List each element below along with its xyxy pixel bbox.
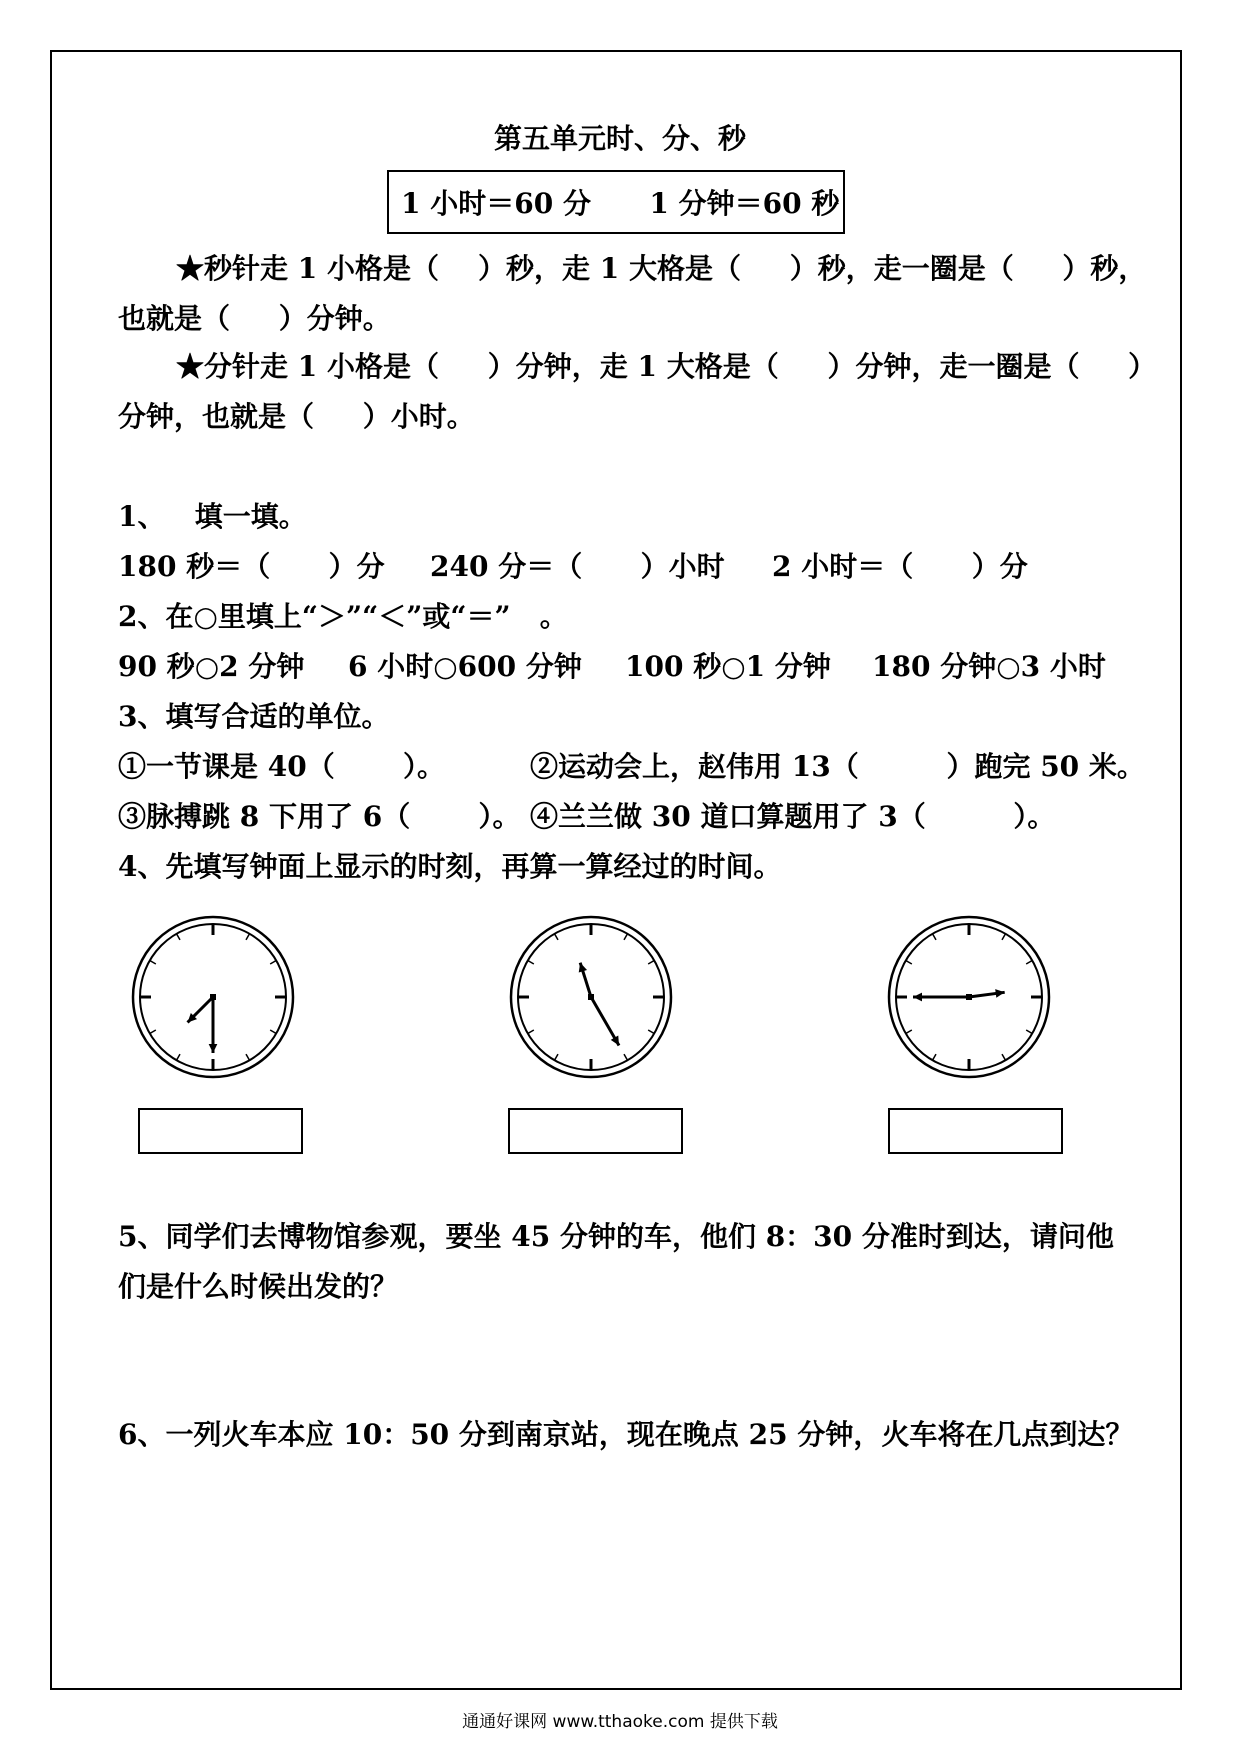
clock-hour-hand-tip	[579, 963, 587, 973]
star1-line1: ★秒针走 1 小格是（ ）秒，走 1 大格是（ ）秒，走一圈是（ ）秒，	[176, 252, 1147, 285]
page-title: 第五单元时、分、秒	[493, 122, 746, 155]
q3-item-3: ③脉搏跳 8 下用了 6（ ）。	[118, 800, 521, 833]
clock-tick	[1002, 934, 1006, 940]
q1-item-1: 180 秒＝（ ）分	[118, 550, 385, 583]
clock-center-pin	[588, 994, 594, 1000]
clock-tick	[1002, 1054, 1006, 1060]
clock-tick	[246, 1054, 250, 1060]
q2-item-3: 100 秒○1 分钟	[625, 650, 831, 683]
q1-item-3: 2 小时＝（ ）分	[772, 550, 1028, 583]
star1-line2: 也就是（ ）分钟。	[118, 302, 391, 335]
q6-line1: 6、一列火车本应 10：50 分到南京站，现在晚点 25 分钟，火车将在几点到达？	[118, 1418, 1134, 1451]
clock-tick	[624, 1054, 628, 1060]
clock-tick	[270, 1030, 276, 1034]
formula-box: 1 小时＝60 分 1 分钟＝60 秒	[387, 170, 845, 234]
clock-minute-hand-tip	[209, 1044, 218, 1053]
q4-heading: 4、先填写钟面上显示的时刻，再算一算经过的时间。	[118, 850, 782, 883]
q1-item-2: 240 分＝（ ）小时	[430, 550, 725, 583]
clock-center-pin	[966, 994, 972, 1000]
q2-heading: 2、在○里填上“＞”“＜”或“＝” 。	[118, 600, 568, 633]
clock-answer-box-1[interactable]	[138, 1108, 303, 1154]
clock-tick	[1026, 961, 1032, 965]
clock-tick	[528, 961, 534, 965]
clock-center-pin	[210, 994, 216, 1000]
q3-item-4: ④兰兰做 30 道口算题用了 3（ ）。	[530, 800, 1056, 833]
clock-tick	[555, 934, 559, 940]
q2-item-4: 180 分钟○3 小时	[872, 650, 1106, 683]
q3-item-1: ①一节课是 40（ ）。	[118, 750, 445, 783]
clock-face-1	[128, 912, 298, 1082]
star2-line2: 分钟，也就是（ ）小时。	[118, 400, 475, 433]
clock-tick	[906, 961, 912, 965]
clock-tick	[177, 1054, 181, 1060]
clock-answer-box-2[interactable]	[508, 1108, 683, 1154]
q1-heading: 1、 填一填。	[118, 500, 307, 533]
clock-tick	[624, 934, 628, 940]
q3-heading: 3、填写合适的单位。	[118, 700, 390, 733]
clock-tick	[555, 1054, 559, 1060]
page-footer: 通通好课网 www.tthaoke.com 提供下载	[462, 1712, 778, 1732]
clock-tick	[246, 934, 250, 940]
clock-minute-hand-tip	[913, 993, 922, 1002]
clock-tick	[1026, 1030, 1032, 1034]
star2-line1: ★分针走 1 小格是（ ）分钟，走 1 大格是（ ）分钟，走一圈是（ ）	[176, 350, 1157, 383]
clock-tick	[933, 1054, 937, 1060]
clock-tick	[270, 961, 276, 965]
clock-tick	[150, 1030, 156, 1034]
q5-line2: 们是什么时候出发的？	[118, 1270, 399, 1303]
clock-face-2	[506, 912, 676, 1082]
q2-item-2: 6 小时○600 分钟	[348, 650, 582, 683]
clock-tick	[528, 1030, 534, 1034]
clock-tick	[933, 934, 937, 940]
clock-answer-box-3[interactable]	[888, 1108, 1063, 1154]
clock-face-3	[884, 912, 1054, 1082]
clock-tick	[906, 1030, 912, 1034]
clock-tick	[648, 1030, 654, 1034]
clock-tick	[648, 961, 654, 965]
q2-item-1: 90 秒○2 分钟	[118, 650, 305, 683]
q5-line1: 5、同学们去博物馆参观，要坐 45 分钟的车，他们 8：30 分准时到达，请问他	[118, 1220, 1114, 1253]
clock-tick	[177, 934, 181, 940]
clock-tick	[150, 961, 156, 965]
q3-item-2: ②运动会上，赵伟用 13（ ）跑完 50 米。	[530, 750, 1145, 783]
